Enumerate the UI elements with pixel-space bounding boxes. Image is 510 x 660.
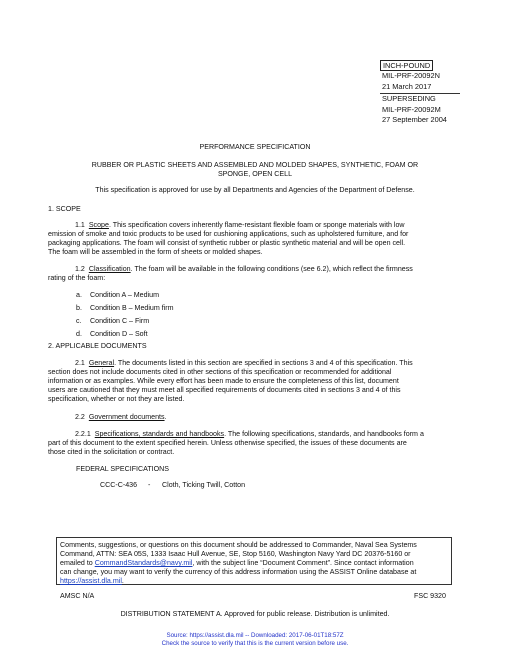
paragraph-1-2 xyxy=(48,265,460,274)
paragraph-2-1-line-5: specification, whether or not they are listed. xyxy=(48,395,185,403)
paragraph-number: 1.2 xyxy=(75,265,85,273)
paragraph-2-1-line-4: users are cautioned that they must meet all specified requirements of documents cited in sections 3 and 4 of this xyxy=(48,386,401,394)
distribution-statement: DISTRIBUTION STATEMENT A. Approved for public release. Distribution is unlimited. xyxy=(120,610,390,618)
spec-id: CCC-C-436 xyxy=(100,481,138,489)
list-text: Condition B – Medium firm xyxy=(90,304,174,312)
federal-spec-entry xyxy=(100,481,245,490)
paragraph-1-1-line-2: emission of smoke and toxic products to be used for cushioning applications, such as upholstered furniture, and for xyxy=(48,230,409,238)
list-text: Condition C – Firm xyxy=(90,317,150,325)
paragraph-2-2 xyxy=(48,413,460,422)
document-id-block xyxy=(380,60,460,126)
notice-text: , with the subject line “Document Comment”. Since contact information xyxy=(192,559,414,567)
spec-description: Cloth, Ticking Twill, Cotton xyxy=(162,481,246,489)
notice-line-4: can change, you may want to verify the currency of this address information using the ASSIST Online database at xyxy=(60,568,417,576)
paragraph-text: . xyxy=(164,413,167,421)
paragraph-text: . The documents listed in this section are specified in sections 3 and 4 of this specification. This xyxy=(114,359,413,367)
inch-pound-label: INCH-POUND xyxy=(380,60,433,71)
list-marker: a. xyxy=(76,291,82,299)
list-text: Condition D – Soft xyxy=(90,330,148,338)
specification-type: PERFORMANCE SPECIFICATION xyxy=(199,143,311,151)
comments-notice-box xyxy=(56,537,452,585)
paragraph-number: 2.2.1 xyxy=(75,430,91,438)
paragraph-2-1-line-3: information or as examples. While every effort has been made to ensure the completeness of this list, document xyxy=(48,377,399,385)
email-link[interactable]: CommandStandards@navy.mil xyxy=(94,559,193,567)
paragraph-2-1 xyxy=(48,359,460,368)
list-text: Condition A – Medium xyxy=(90,291,160,299)
notice-line-5 xyxy=(60,577,448,586)
spec-dash: - xyxy=(148,481,151,489)
notice-text: . xyxy=(121,577,124,585)
paragraph-text: . This specification covers inherently flame-resistant flexible foam or sponge materials with low xyxy=(108,221,405,229)
approval-statement: This specification is approved for use by all Departments and Agencies of the Department of Defense. xyxy=(95,186,415,194)
document-title-line-2: SPONGE, OPEN CELL xyxy=(217,170,293,178)
section-2-heading: 2. APPLICABLE DOCUMENTS xyxy=(48,342,147,350)
paragraph-1-1 xyxy=(48,221,460,230)
paragraph-number: 2.2 xyxy=(75,413,85,421)
list-marker: c. xyxy=(76,317,82,325)
paragraph-1-2-line-2: rating of the foam: xyxy=(48,274,106,282)
paragraph-text: . The foam will be available in the following conditions (see 6.2), which reflect the firmness xyxy=(130,265,413,273)
paragraph-number: 2.1 xyxy=(75,359,85,367)
section-1-heading: 1. SCOPE xyxy=(48,205,81,213)
paragraph-text: . The following specifications, standards, and handbooks form a xyxy=(224,430,424,438)
list-marker: b. xyxy=(76,304,82,312)
fsc-label: FSC 9320 xyxy=(414,592,446,600)
document-date: 21 March 2017 xyxy=(382,81,432,91)
list-item xyxy=(76,304,174,313)
paragraph-number: 1.1 xyxy=(75,221,85,229)
notice-line-2: Command, ATTN: SEA 05S, 1333 Isaac Hull Avenue, SE, Stop 5160, Washington Navy Yard DC 20376-5160 or xyxy=(60,550,411,558)
list-item xyxy=(76,291,159,300)
document-number: MIL-PRF-20092N xyxy=(382,71,440,80)
federal-specifications-heading: FEDERAL SPECIFICATIONS xyxy=(76,465,170,473)
paragraph-1-1-line-4: The foam will be assembled in the form of sheets or molded shapes. xyxy=(48,248,263,256)
paragraph-title: Specifications, standards and handbooks xyxy=(94,430,225,438)
notice-line-3 xyxy=(60,559,448,568)
superseding-label: SUPERSEDING xyxy=(380,93,460,105)
source-stamp-line-2: Check the source to verify that this is the current version before use. xyxy=(161,640,349,647)
list-item xyxy=(76,317,149,326)
paragraph-2-2-1-line-2: part of this document to the extent specified herein. Unless otherwise specified, the issues of these documents are xyxy=(48,439,407,447)
paragraph-2-1-line-2: section does not include documents cited in other sections of this specification or recommended for additional xyxy=(48,368,392,376)
amsc-label: AMSC N/A xyxy=(60,592,95,600)
paragraph-title: General xyxy=(88,359,115,367)
document-title-line-1: RUBBER OR PLASTIC SHEETS AND ASSEMBLED AND MOLDED SHAPES, SYNTHETIC, FOAM OR xyxy=(91,161,419,169)
paragraph-title: Classification xyxy=(88,265,131,273)
paragraph-title: Government documents xyxy=(88,413,165,421)
paragraph-title: Scope xyxy=(88,221,109,229)
assist-link[interactable]: https://assist.dla.mil xyxy=(60,577,122,585)
paragraph-2-2-1 xyxy=(48,430,460,439)
paragraph-2-2-1-line-3: those cited in the solicitation or contract. xyxy=(48,448,175,456)
list-item xyxy=(76,330,148,339)
source-stamp-line-1: Source: https://assist.dla.mil -- Downloaded: 2017-06-01T18:57Z xyxy=(166,632,344,639)
notice-line-1: Comments, suggestions, or questions on this document should be addressed to Commander, Naval Sea Systems xyxy=(60,541,417,549)
superseded-document-number: MIL-PRF-20092M xyxy=(382,104,441,114)
notice-text: emailed to xyxy=(60,559,95,567)
list-marker: d. xyxy=(76,330,82,338)
paragraph-1-1-line-3: packaging applications. The foam will consist of synthetic rubber or plastic synthetic material and will be open cell. xyxy=(48,239,406,247)
superseded-document-date: 27 September 2004 xyxy=(382,115,447,124)
